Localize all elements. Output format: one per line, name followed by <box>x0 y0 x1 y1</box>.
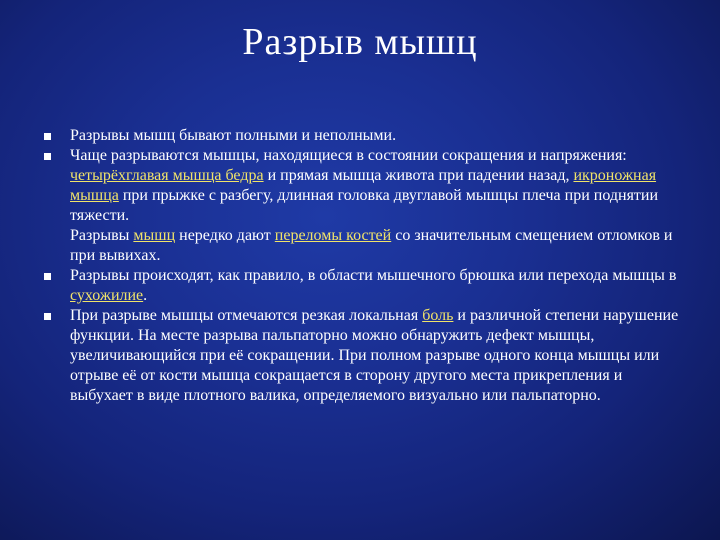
term-link[interactable]: сухожилие <box>70 287 144 304</box>
bullet-text: Чаще разрываются мышцы, находящиеся в состоянии сокращения и напряжения: <box>70 147 627 164</box>
term-link[interactable]: четырёхглавая мышца бедра <box>70 167 264 184</box>
slide-title: Разрыв мышц <box>242 21 478 63</box>
term-link[interactable]: боль <box>422 307 454 324</box>
bullet-marker-icon <box>44 273 51 280</box>
bullet-text: при прыжке с разбегу, длинная головка двуглавой мышцы плеча при поднятии тяжести. <box>70 187 659 224</box>
bullet-item <box>42 266 682 306</box>
bullet-list <box>42 126 682 406</box>
bullet-text: Разрывы происходят, как правило, в области мышечного брюшка или перехода мышцы в <box>70 267 677 284</box>
term-link[interactable]: мышц <box>133 227 176 244</box>
bullet-text: со значительным смещением отломков и при вывихах. <box>70 227 673 264</box>
bullet-item <box>42 126 682 146</box>
bullet-text: При разрыве мышцы отмечаются резкая локальная <box>70 307 423 324</box>
bullet-text: Разрывы мышц бывают полными и неполными. <box>70 127 397 144</box>
bullet-marker-icon <box>44 313 51 320</box>
bullet-text: Разрывы <box>70 227 134 244</box>
bullet-item <box>42 226 682 266</box>
bullet-marker-icon <box>44 133 51 140</box>
bullet-text: и различной степени нарушение функции. На месте разрыва пальпаторно можно обнаружить дефект мышцы, увеличивающийся при её сокращении. При полном разрыве одного конца мышцы или отрыве её от кости мышца сокращается в сторону другого места прикрепления и выбухает в виде плотного валика, определяемого визуально или пальпаторно. <box>70 307 679 404</box>
bullet-text: нередко дают <box>175 227 275 244</box>
term-link[interactable]: переломы костей <box>274 227 392 244</box>
term-link[interactable]: икроножная мышца <box>70 167 657 204</box>
bullet-text: . <box>143 287 148 304</box>
bullet-text: и прямая мышца живота при падении назад, <box>263 167 574 184</box>
bullet-marker-icon <box>44 153 51 160</box>
bullet-item <box>42 146 682 226</box>
bullet-item <box>42 306 682 406</box>
